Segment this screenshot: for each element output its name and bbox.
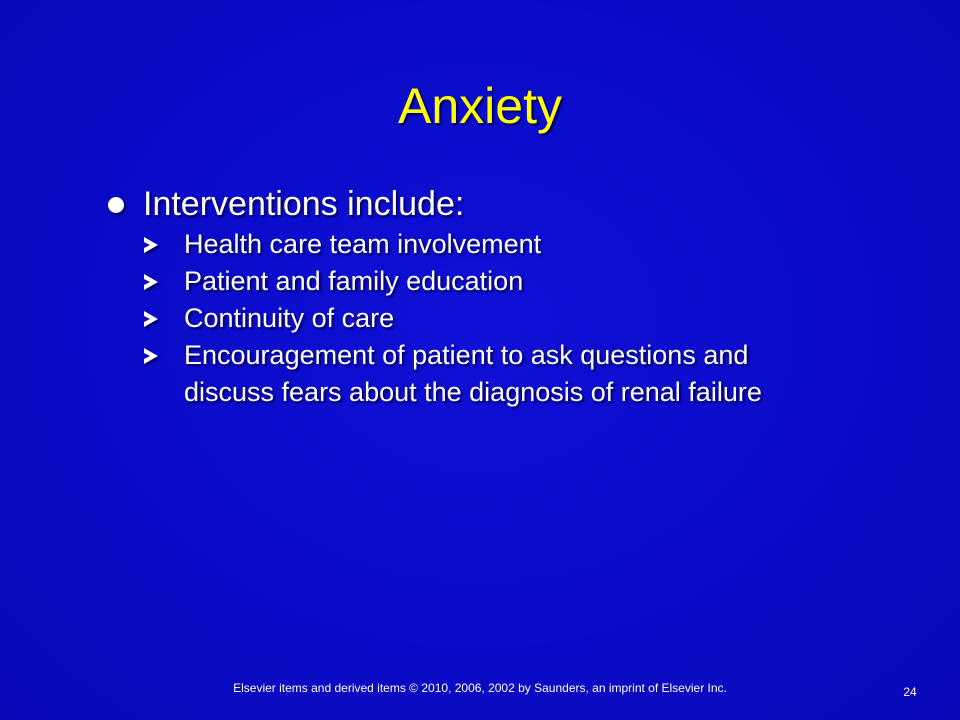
slide-content [104,182,844,411]
slide-title: Anxiety [398,78,562,134]
sub-bullet-item [144,300,844,337]
main-bullet-text: Interventions include: [143,185,465,223]
sub-bullet-item [144,337,844,411]
sub-bullet-list [104,226,844,411]
sub-bullet-text: Health care team involvement [184,229,542,259]
arrow-bullet-icon [144,311,158,327]
arrow-bullet-icon [144,237,158,253]
main-bullet-item [104,182,844,226]
page-number: 24 [903,685,917,699]
copyright-footer: Elsevier items and derived items © 2010, 2006, 2002 by Saunders, an imprint of Elsevier Inc. [233,681,727,695]
arrow-bullet-icon [144,274,158,290]
sub-bullet-item [144,226,844,263]
arrow-bullet-icon [144,348,158,364]
sub-bullet-text: Encouragement of patient to ask questions and discuss fears about the diagnosis of renal failure [184,340,762,407]
sub-bullet-text: Patient and family education [184,266,524,296]
sub-bullet-text: Continuity of care [184,303,395,333]
round-bullet-icon [108,197,124,213]
sub-bullet-item [144,263,844,300]
